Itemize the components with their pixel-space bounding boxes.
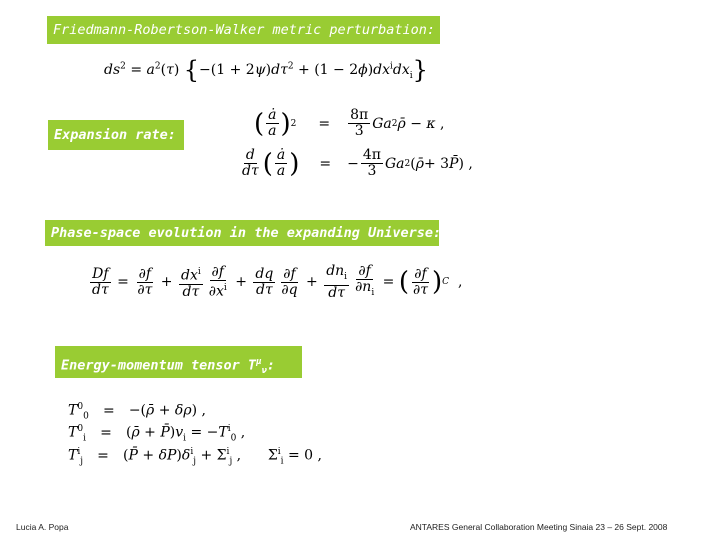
equation-tensor-1: $T^0_0$ = −(ρ̄ + δρ) , — [68, 402, 206, 422]
heading-expansion-rate: Expansion rate: — [48, 120, 184, 150]
equation-expansion-1: ( $\frac{ȧ}{a}$ ) 2 = $\frac{8\pi}{3}$ Ga 2 ρ̄ − κ , — [254, 107, 445, 139]
heading-energy-momentum: Energy-momentum tensor $T^\mu_\nu$: — [55, 346, 302, 378]
equation-tensor-2: $T^0_i$ = (ρ̄ + $P̄)v_i = -T^i_0$ , — [68, 424, 246, 444]
heading-phase-space: Phase-space evolution in the expanding Universe: — [45, 220, 439, 246]
footer-author: Lucia A. Popa — [16, 522, 69, 532]
heading-metric: Friedmann-Robertson-Walker metric perturbation: — [47, 16, 440, 44]
footer-event: ANTARES General Collaboration Meeting Sinaia 23 – 26 Sept. 2008 — [410, 522, 668, 532]
equation-expansion-2: $\frac{d}{d\tau}$ ( $\frac{ȧ}{a}$ ) = − $\frac{4\pi}{3}$ Ga 2 ( ρ̄ + 3 P̄ ) , — [242, 147, 473, 179]
equation-metric: $ds^2 = a^2(\tau) \{-(1 + 2\psi)d\tau^2 + (1 - 2\phi)dx^idx_i\}$ — [104, 56, 428, 84]
equation-tensor-3: $T^i_j$ = (P̄ + $\delta P)\delta^i_j + \Sigma^i_j$ , $\Sigma^i_i = 0$ , — [68, 447, 322, 467]
equation-boltzmann: $\frac{Df}{d\tau}$ = $\frac{\partial f}{\partial\tau}$ + $\frac{dx^i}{d\tau}$ $\frac{\partial f}{\partial x^i}$ + $\frac{dq}{d\tau}$ $\frac{\partial f}{\partial q}$ + $\frac{dn_i}{d\tau}$ $\frac{\partial f}{\partial n_i}$ = ( $\frac{\partial f}{\partial\tau}$ ) C , — [92, 263, 463, 301]
